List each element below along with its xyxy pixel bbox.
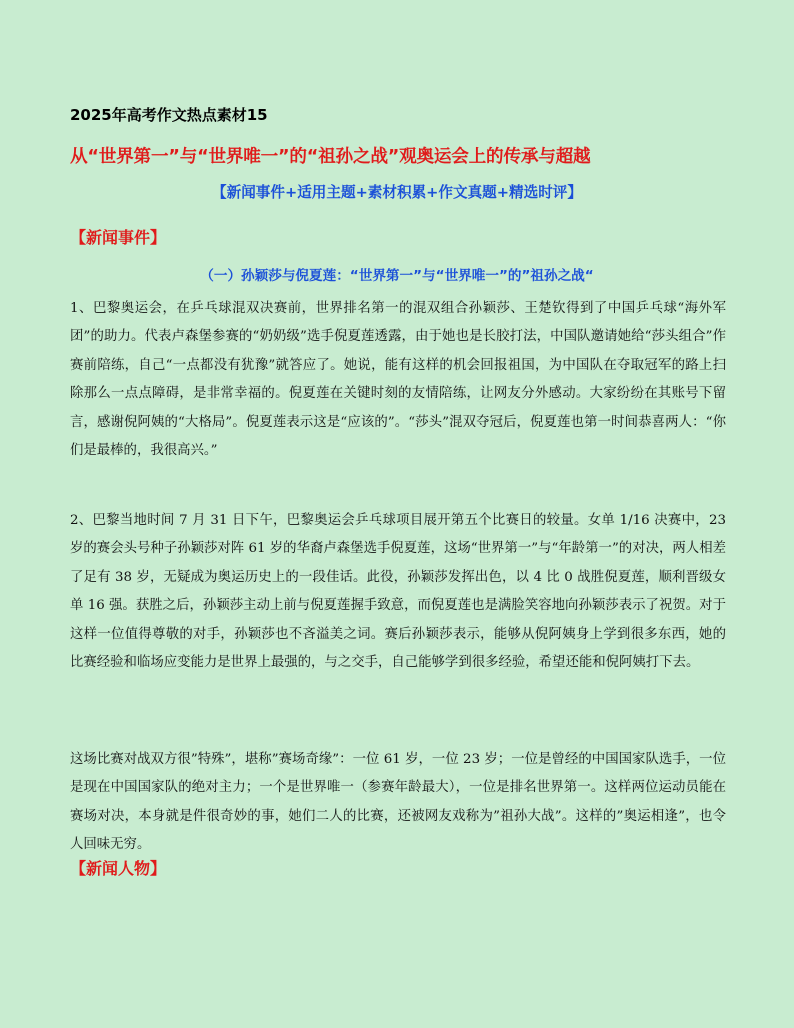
section-heading-news-event: 【新闻事件】 — [70, 228, 167, 247]
document-title: 从“世界第一”与“世界唯一”的“祖孙之战”观奥运会上的传承与超越 — [70, 147, 591, 167]
paragraph-1: 1、巴黎奥运会，在乒乓球混双决赛前，世界排名第一的混双组合孙颖莎、王楚钦得到了中国乒乓球“海外军团”的助力。代表卢森堡参赛的“奶奶级”选手倪夏莲透露，由于她也是长胶打法，中国队邀请她给“莎头组合”作赛前陪练，自己“一点都没有犹豫”就答应了。她说，能有这样的机会回报祖国，为中国队在夺取冠军的路上扫除那么一点点障碍，是非常幸福的。倪夏莲在关键时刻的友情陪练，让网友分外感动。大家纷纷在其账号下留言，感谢倪阿姨的“大格局”。倪夏莲表示这是“应该的”。“莎头”混双夺冠后，倪夏莲也第一时间恭喜两人：“你们是最棒的，我很高兴。” — [70, 301, 726, 459]
paragraph-2: 2、巴黎当地时间 7 月 31 日下午，巴黎奥运会乒乓球项目展开第五个比赛日的较量。女单 1/16 决赛中，23 岁的赛会头号种子孙颖莎对阵 61 岁的华裔卢森堡选手倪夏莲，这场“世界第一”与“年龄第一”的对决，两人相差了足有 38 岁，无疑成为奥运历史上的一段佳话。此役，孙颖莎发挥出色，以 4 比 0 战胜倪夏莲，顺利晋级女单 16 强。获胜之后，孙颖莎主动上前与倪夏莲握手致意，而倪夏莲也是满脸笑容地向孙颖莎表示了祝贺。对于这样一位值得尊敬的对手，孙颖莎也不吝溢美之词。赛后孙颖莎表示，能够从倪阿姨身上学到很多东西，她的比赛经验和临场应变能力是世界上最强的，与之交手，自己能够学到很多经验，希望还能和倪阿姨打下去。 — [70, 513, 726, 671]
section-heading-news-person: 【新闻人物】 — [70, 859, 167, 878]
document-label: 2025年高考作文热点素材15 — [70, 106, 268, 124]
paragraph-3: 这场比赛对战双方很”特殊”，堪称”赛场奇缘”：一位 61 岁，一位 23 岁；一位是曾经的中国国家队选手，一位是现在中国国家队的绝对主力；一个是世界唯一（参赛年龄最大），一位是排名世界第一。这样两位运动员能在赛场对决，本身就是件很奇妙的事，她们二人的比赛，还被网友戏称为”祖孙大战”。这样的”奥运相逢”，也令人回味无穷。 — [70, 752, 726, 853]
sub-heading-sun-ni: （一）孙颖莎与倪夏莲：“世界第一”与“世界唯一”的”祖孙之战“ — [200, 268, 594, 284]
document-subtitle: 【新闻事件+适用主题+素材积累+作文真题+精选时评】 — [212, 184, 582, 201]
